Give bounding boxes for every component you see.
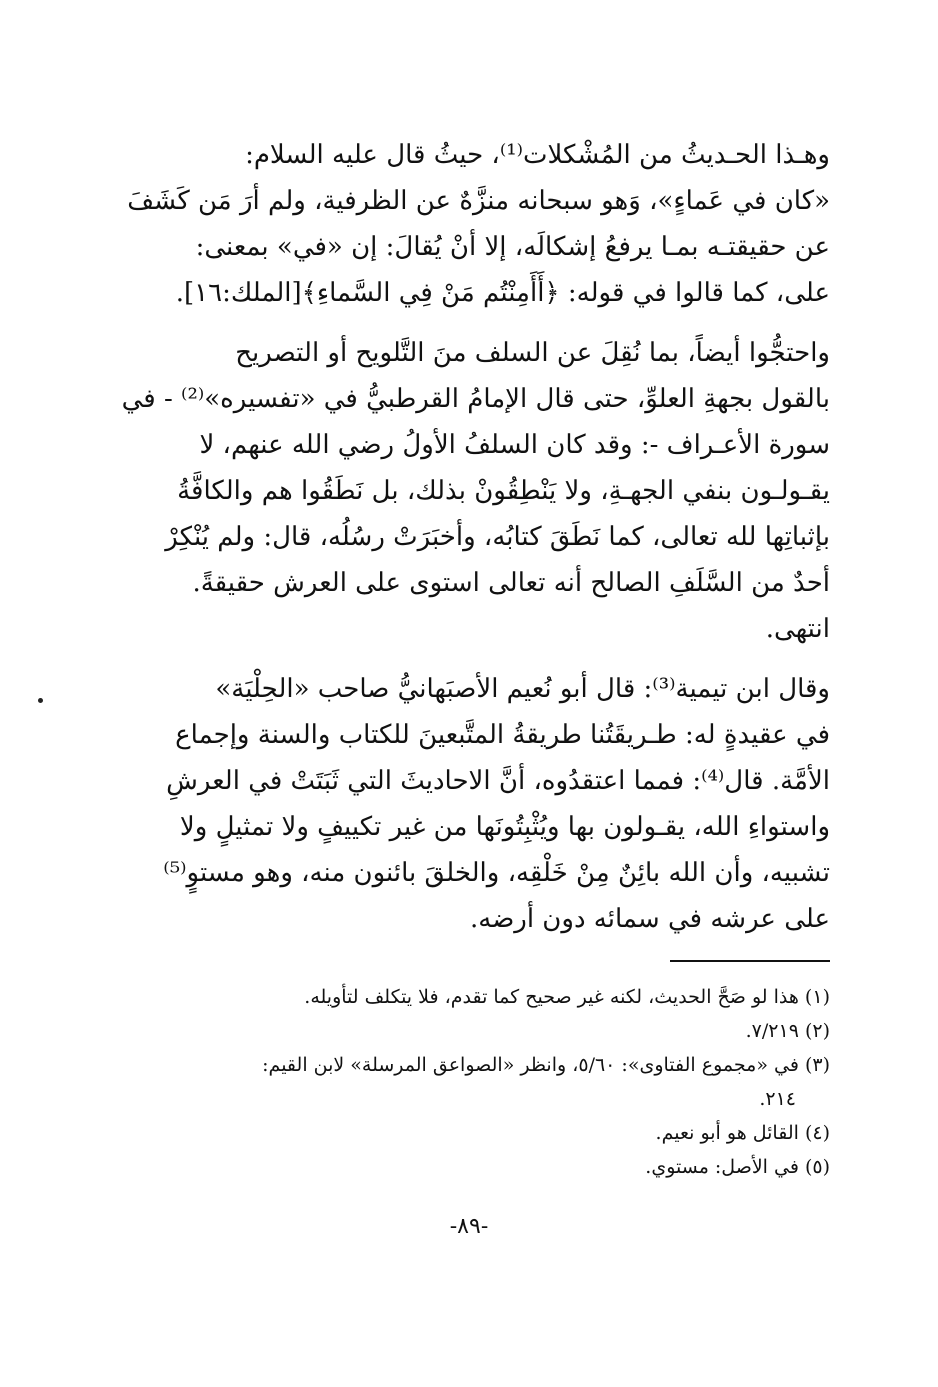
text-line: انتهى. <box>765 614 830 644</box>
scan-speck <box>38 698 43 703</box>
text-line: على عرشه في سمائه دون أرضه. <box>469 904 830 934</box>
text-line: «كان في عَماءٍ»، وَهو سبحانه منزَّهٌ عن الظرفية، ولم أرَ مَن كَشَفَ <box>127 186 830 216</box>
text-line: الأمَّة. قال⁽⁴⁾: فمما اعتقدُوه، أنَّ الاحاديثَ التي ثَبَتَتْ في العرشِ <box>166 766 830 796</box>
text-line: عن حقيقتـه بمـا يرفعُ إشكالَه، إلا أنْ يُقالَ: إن «في» بمعنى: <box>195 232 830 262</box>
text-line: سورة الأعـراف -: وقد كان السلفُ الأولُ رضي الله عنهم، لا <box>199 430 830 460</box>
text-line: أحدٌ من السَّلَفِ الصالح أنه تعالى استوى على العرش حقيقةً. <box>192 568 830 598</box>
footnote-line: (٢) ٧/٢١٩. <box>745 1020 830 1042</box>
text-line: على، كما قالوا في قوله: ﴿أَأَمِنْتُم مَنْ فِي السَّماءِ﴾[الملك:١٦]. <box>175 278 830 308</box>
text-line: وقال ابن تيمية⁽³⁾: قال أبو نُعيم الأصبَهانيُّ صاحب «الحِلْيَة» <box>215 674 830 704</box>
text-line: واحتجُّوا أيضاً، بما نُقِلَ عن السلف منَ التَّلويح أو التصريح <box>235 338 830 368</box>
main-text <box>121 132 830 942</box>
text-line: تشبيه، وأن الله بائِنٌ مِنْ خَلْقِه، والخلقَ بائنون منه، وهو مستوٍ⁽⁵⁾ <box>163 858 830 888</box>
text-line: في عقيدةٍ له: طـريقَتُنا طريقةُ المتَّبعينَ للكتاب والسنة وإجماع <box>175 720 830 750</box>
text-line: واستواءِ الله، يقـولون بها ويُثْبِتُونَها من غير تكييفٍ ولا تمثيلٍ ولا <box>179 812 830 842</box>
text-line: وهـذا الحـديثُ من المُشْكلات⁽¹⁾، حيثُ قال عليه السلام: <box>245 140 830 170</box>
page-number: -٨٩- <box>449 1214 489 1239</box>
paragraph <box>127 132 830 316</box>
paragraph-gap <box>150 652 830 666</box>
paragraph <box>121 330 830 652</box>
paragraph <box>150 666 830 942</box>
footnote-line: (٥) في الأصل: مستوي. <box>645 1156 830 1178</box>
footnote-line: (١) هذا لو صَحَّ الحديث، لكنه غير صحيح كما تقدم، فلا يتكلف لتأويله. <box>304 986 830 1008</box>
footnote-line: (٤) القائل هو أبو نعيم. <box>655 1122 830 1144</box>
paragraph-gap <box>150 316 830 330</box>
text-line: بالقول بجهةِ العلوِّ، حتى قال الإمامُ القرطبيُّ في «تفسيره»⁽²⁾ - في <box>121 384 830 414</box>
footnote-divider <box>670 960 830 962</box>
text-line: بإثباتِها لله تعالى، كما نَطَقَ كتابُه، وأخبَرَتْ رسُلُه، قال: ولم يُنْكِرْ <box>165 522 830 552</box>
footnote-line: ٢١٤. <box>759 1088 796 1110</box>
text-line: يقـولـون بنفي الجهـةِ، ولا يَنْطِقُونْ بذلك، بل نَطَقُوا هم والكافَّةُ <box>177 476 830 506</box>
footnotes <box>150 980 830 1184</box>
footnote-line: (٣) في «مجموع الفتاوى»: ٥/٦٠، وانظر «الصواعق المرسلة» لابن القيم: <box>262 1054 830 1076</box>
